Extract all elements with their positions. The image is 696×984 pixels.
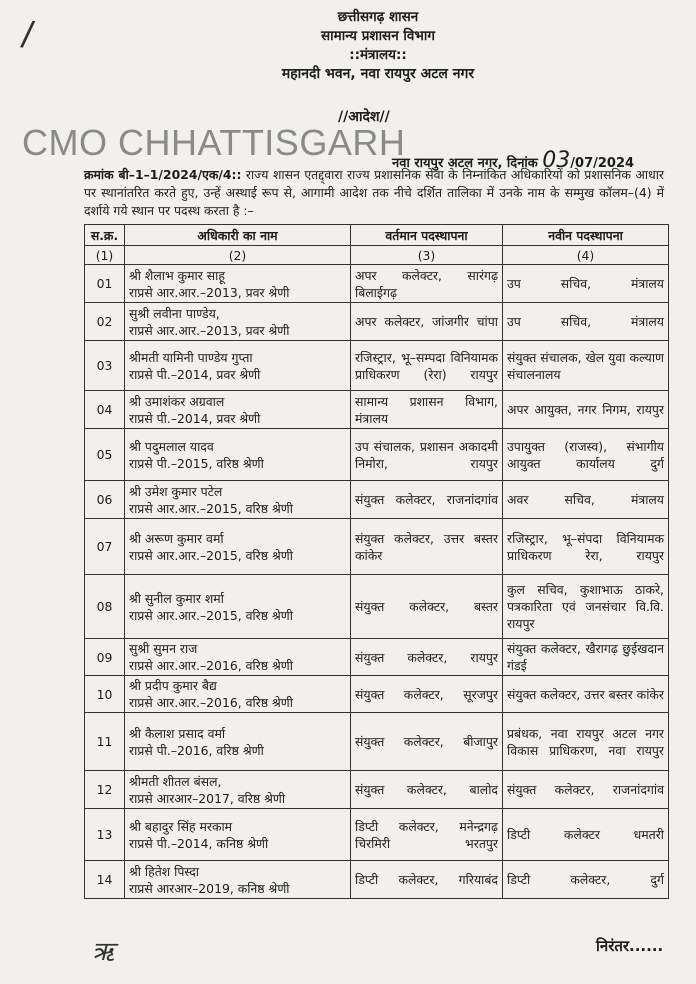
continued-marker: निरंतर...... [596, 937, 664, 955]
row-current-posting: सामान्य प्रशासन विभाग, मंत्रालय [351, 391, 503, 429]
officer-name: श्री अरूण कुमार वर्मा [129, 530, 224, 546]
row-officer [125, 303, 351, 341]
signature-mark: ऋ [92, 937, 115, 967]
officer-name: श्री सुनील कुमार शर्मा [129, 590, 224, 606]
table-row [85, 771, 669, 809]
col-number: (3) [351, 246, 503, 265]
row-new-posting: कुल सचिव, कुशाभाऊ ठाकरे, पत्रकारिता एवं जनसंचार वि.वि. रायपुर [503, 575, 669, 639]
order-title: //आदेश// [338, 109, 390, 125]
row-serial: 08 [85, 575, 125, 639]
row-new-posting: प्रबंधक, नवा रायपुर अटल नगर विकास प्राधिकरण, नवा रायपुर [503, 713, 669, 771]
table-row [85, 303, 669, 341]
row-current-posting: डिप्टी कलेक्टर, गरियाबंद [351, 861, 503, 899]
row-current-posting: अपर कलेक्टर, जांजगीर चांपा [351, 303, 503, 341]
row-current-posting: डिप्टी कलेक्टर, मनेन्द्रगढ़ चिरमिरी भरतपुर [351, 809, 503, 861]
row-serial: 04 [85, 391, 125, 429]
officer-name: सुश्री सुमन राज [129, 641, 198, 656]
header-serial: स.क्र. [85, 225, 125, 246]
row-serial: 01 [85, 265, 125, 303]
table-row [85, 429, 669, 481]
row-new-posting: उप सचिव, मंत्रालय [503, 265, 669, 303]
row-current-posting: संयुक्त कलेक्टर, उत्तर बस्तर कांकेर [351, 519, 503, 575]
row-serial: 03 [85, 341, 125, 391]
header-officer-name: अधिकारी का नाम [125, 225, 351, 246]
officer-name: श्री प्रदीप कुमार बैद्य [129, 678, 217, 693]
officer-name: श्री बहादुर सिंह मरकाम [129, 818, 233, 834]
row-new-posting: डिप्टी कलेक्टर, दुर्ग [503, 861, 669, 899]
officer-name: श्रीमती यामिनी पाण्डेय गुप्ता [129, 349, 253, 365]
order-reference: क्रमांक बी–1–1/2024/एक/4:: [84, 167, 242, 182]
table-row [85, 676, 669, 713]
order-intro-paragraph [84, 166, 664, 220]
table-header-row [85, 225, 669, 246]
officer-cadre: राप्रसे आरआर–2017, वरिष्ठ श्रेणी [129, 790, 286, 806]
col-number: (2) [125, 246, 351, 265]
row-current-posting: संयुक्त कलेक्टर, बस्तर [351, 575, 503, 639]
officer-name: सुश्री लवीना पाण्डेय, [129, 305, 220, 321]
row-new-posting: उपायुक्त (राजस्व), संभागीय आयुक्त कार्यालय दुर्ग [503, 429, 669, 481]
officer-name: श्री उमाशंकर अग्रवाल [129, 393, 225, 409]
row-new-posting: संयुक्त कलेक्टर, राजनांदगांव [503, 771, 669, 809]
officer-name: श्री कैलाश प्रसाद वर्मा [129, 725, 226, 741]
officer-cadre: राप्रसे पी.–2014, कनिष्ठ श्रेणी [129, 835, 269, 851]
dateline-month-year: /07/2024 [570, 156, 635, 171]
table-row [85, 341, 669, 391]
row-new-posting: अपर आयुक्त, नगर निगम, रायपुर [503, 391, 669, 429]
row-serial: 14 [85, 861, 125, 899]
row-new-posting: रजिस्ट्रार, भू–संपदा विनियामक प्राधिकरण रेरा, रायपुर [503, 519, 669, 575]
row-new-posting: संयुक्त संचालक, खेल युवा कल्याण संचालनालय [503, 341, 669, 391]
row-officer [125, 639, 351, 676]
row-current-posting: उप संचालक, प्रशासन अकादमी निमोरा, रायपुर [351, 429, 503, 481]
header-new-posting: नवीन पदस्थापना [503, 225, 669, 246]
row-officer [125, 809, 351, 861]
row-current-posting: संयुक्त कलेक्टर, बालोद [351, 771, 503, 809]
row-officer [125, 575, 351, 639]
table-row [85, 639, 669, 676]
row-officer [125, 676, 351, 713]
transfer-table-body [85, 265, 669, 899]
row-serial: 02 [85, 303, 125, 341]
row-serial: 10 [85, 676, 125, 713]
govt-name: छत्तीसगढ़ शासन [337, 9, 419, 25]
office-name: ::मंत्रालय:: [349, 47, 407, 63]
header-current-posting: वर्तमान पदस्थापना [351, 225, 503, 246]
officer-cadre: राप्रसे आर.आर.–2015, वरिष्ठ श्रेणी [129, 607, 293, 623]
table-row [85, 391, 669, 429]
officer-cadre: राप्रसे आर.आर.–2013, प्रवर श्रेणी [129, 322, 290, 338]
officer-cadre: राप्रसे आरआर–2019, कनिष्ठ श्रेणी [129, 880, 290, 896]
column-number-row [85, 246, 669, 265]
row-current-posting: रजिस्ट्रार, भू–सम्पदा विनियामक प्राधिकरण (रेरा) रायपुर [351, 341, 503, 391]
table-row [85, 481, 669, 519]
row-serial: 12 [85, 771, 125, 809]
letterhead [0, 8, 696, 84]
officer-name: श्रीमती शीतल बंसल, [129, 773, 222, 789]
table-row [85, 575, 669, 639]
row-new-posting: संयुक्त कलेक्टर, खैरागढ़ छुईखदान गंडई [503, 639, 669, 676]
row-current-posting: संयुक्त कलेक्टर, राजनांदगांव [351, 481, 503, 519]
officer-cadre: राप्रसे आर.आर.–2016, वरिष्ठ श्रेणी [129, 695, 293, 710]
table-row [85, 265, 669, 303]
row-serial: 07 [85, 519, 125, 575]
row-current-posting: संयुक्त कलेक्टर, रायपुर [351, 639, 503, 676]
row-officer [125, 713, 351, 771]
row-officer [125, 771, 351, 809]
row-officer [125, 519, 351, 575]
row-officer [125, 391, 351, 429]
row-officer [125, 429, 351, 481]
row-serial: 06 [85, 481, 125, 519]
officer-cadre: राप्रसे आर.आर.–2013, प्रवर श्रेणी [129, 284, 290, 300]
transfer-table [84, 224, 669, 899]
officer-cadre: राप्रसे पी.–2014, प्रवर श्रेणी [129, 410, 261, 426]
row-new-posting: अवर सचिव, मंत्रालय [503, 481, 669, 519]
table-row [85, 519, 669, 575]
row-serial: 13 [85, 809, 125, 861]
department-name: सामान्य प्रशासन विभाग [321, 28, 435, 44]
handwritten-slash-mark: / [19, 13, 37, 55]
col-number: (1) [85, 246, 125, 265]
officer-cadre: राप्रसे आर.आर.–2015, वरिष्ठ श्रेणी [129, 500, 293, 516]
row-new-posting: डिप्टी कलेक्टर धमतरी [503, 809, 669, 861]
officer-name: श्री उमेश कुमार पटेल [129, 483, 223, 499]
dateline-day: 03 [542, 148, 571, 173]
row-officer [125, 341, 351, 391]
officer-cadre: राप्रसे पी.–2014, प्रवर श्रेणी [129, 366, 261, 382]
officer-name: श्री हितेश पिस्दा [129, 863, 199, 879]
officer-name: श्री शैलाभ कुमार साहू [129, 267, 225, 283]
row-officer [125, 481, 351, 519]
row-serial: 09 [85, 639, 125, 676]
col-number: (4) [503, 246, 669, 265]
officer-cadre: राप्रसे आर.आर.–2016, वरिष्ठ श्रेणी [129, 658, 293, 673]
row-current-posting: अपर कलेक्टर, सारंगढ़ बिलाईगढ़ [351, 265, 503, 303]
officer-cadre: राप्रसे आर.आर.–2015, वरिष्ठ श्रेणी [129, 547, 293, 563]
office-address: महानदी भवन, नवा रायपुर अटल नगर [281, 66, 475, 82]
row-serial: 11 [85, 713, 125, 771]
row-officer [125, 861, 351, 899]
row-officer [125, 265, 351, 303]
row-new-posting: उप सचिव, मंत्रालय [503, 303, 669, 341]
table-row [85, 809, 669, 861]
table-row [85, 861, 669, 899]
row-new-posting: संयुक्त कलेक्टर, उत्तर बस्तर कांकेर [503, 676, 669, 713]
order-intro-text: राज्य शासन एतद्द्वारा राज्य प्रशासनिक सेवा के निम्नांकित अधिकारियों को प्रशासनिक आधार पर स्थानांतरित करते हुए, उन्हें अस्थाई रूप से, आगामी आदेश तक नीचे दर्शित तालिका में उनके नाम के सम्मुख कॉलम–(4) में दर्शाये गये स्थान पर पदस्थ करता है :– [84, 167, 664, 218]
dateline-prefix: नवा रायपुर अटल नगर, दिनांक [392, 156, 538, 171]
officer-name: श्री पदुमलाल यादव [129, 438, 214, 454]
watermark-text: CMO CHHATTISGARH [22, 122, 406, 163]
row-serial: 05 [85, 429, 125, 481]
officer-cadre: राप्रसे पी.–2016, वरिष्ठ श्रेणी [129, 742, 264, 758]
officer-cadre: राप्रसे पी.–2015, वरिष्ठ श्रेणी [129, 455, 264, 471]
table-row [85, 713, 669, 771]
row-current-posting: संयुक्त कलेक्टर, बीजापुर [351, 713, 503, 771]
row-current-posting: संयुक्त कलेक्टर, सूरजपुर [351, 676, 503, 713]
